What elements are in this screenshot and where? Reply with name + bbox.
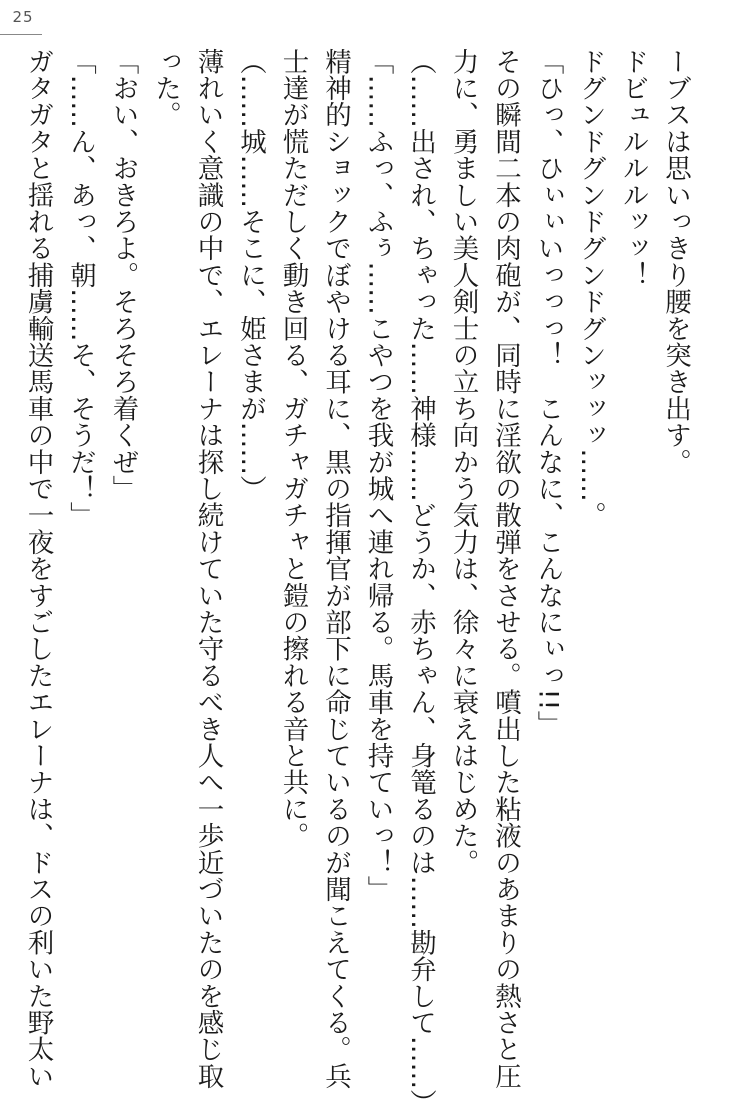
text-line: その瞬間二本の肉砲が、同時に淫欲の散弾をさせる。噴出した粘液のあまりの熱さと圧	[490, 48, 521, 1090]
text-line: 薄れいく意識の中で、エレーナは探し続けていた守るべき人へ一歩近づいたのを感じ取	[192, 48, 224, 1090]
text-line: った。	[150, 48, 181, 129]
vertical-text-body	[16, 48, 696, 1116]
page-number: 25	[12, 8, 34, 26]
text-line: ーブスは思いっきり腰を突き出す。	[660, 48, 691, 476]
text-line: 「……ふっ、ふぅ……こやつを我が城へ連れ帰る。馬車を持ていっ！」	[362, 48, 394, 903]
text-line: （……出され、ちゃった……神様……どうか、赤ちゃん、身篭るのは……勘弁して……）	[405, 48, 436, 1116]
text-line: （……城……そこに、姫さまが……）	[235, 48, 266, 502]
text-line: ガタガタと揺れる捕虜輸送馬車の中で一夜をすごしたエレーナは、ドスの利いた野太い	[22, 48, 54, 1090]
text-line: ドグンドグンドグンドグンッッッ……。	[575, 48, 606, 529]
text-line: 「ひっ、ひぃぃいっっっ！ こんなに、こんなにぃっ!!」	[532, 48, 564, 738]
text-line: 精神的ショックでぼやける耳に、黒の指揮官が部下に命じているのが聞こえてくる。兵	[320, 48, 351, 1090]
text-line: 力に、勇ましい美人剣士の立ち向かう気力は、徐々に衰えはじめた。	[447, 48, 479, 876]
text-line: 士達が慌ただしく動き回る、ガチャガチャと鎧の擦れる音と共に。	[277, 48, 309, 849]
text-line: ドビュルルルッッ！	[617, 48, 649, 289]
page-number-underline	[0, 34, 42, 35]
text-line: 「おい、おきろよ。そろそろ着くぜ」	[107, 48, 139, 502]
text-line: 「……ん、あっ、朝……そ、そうだ！」	[65, 48, 96, 529]
